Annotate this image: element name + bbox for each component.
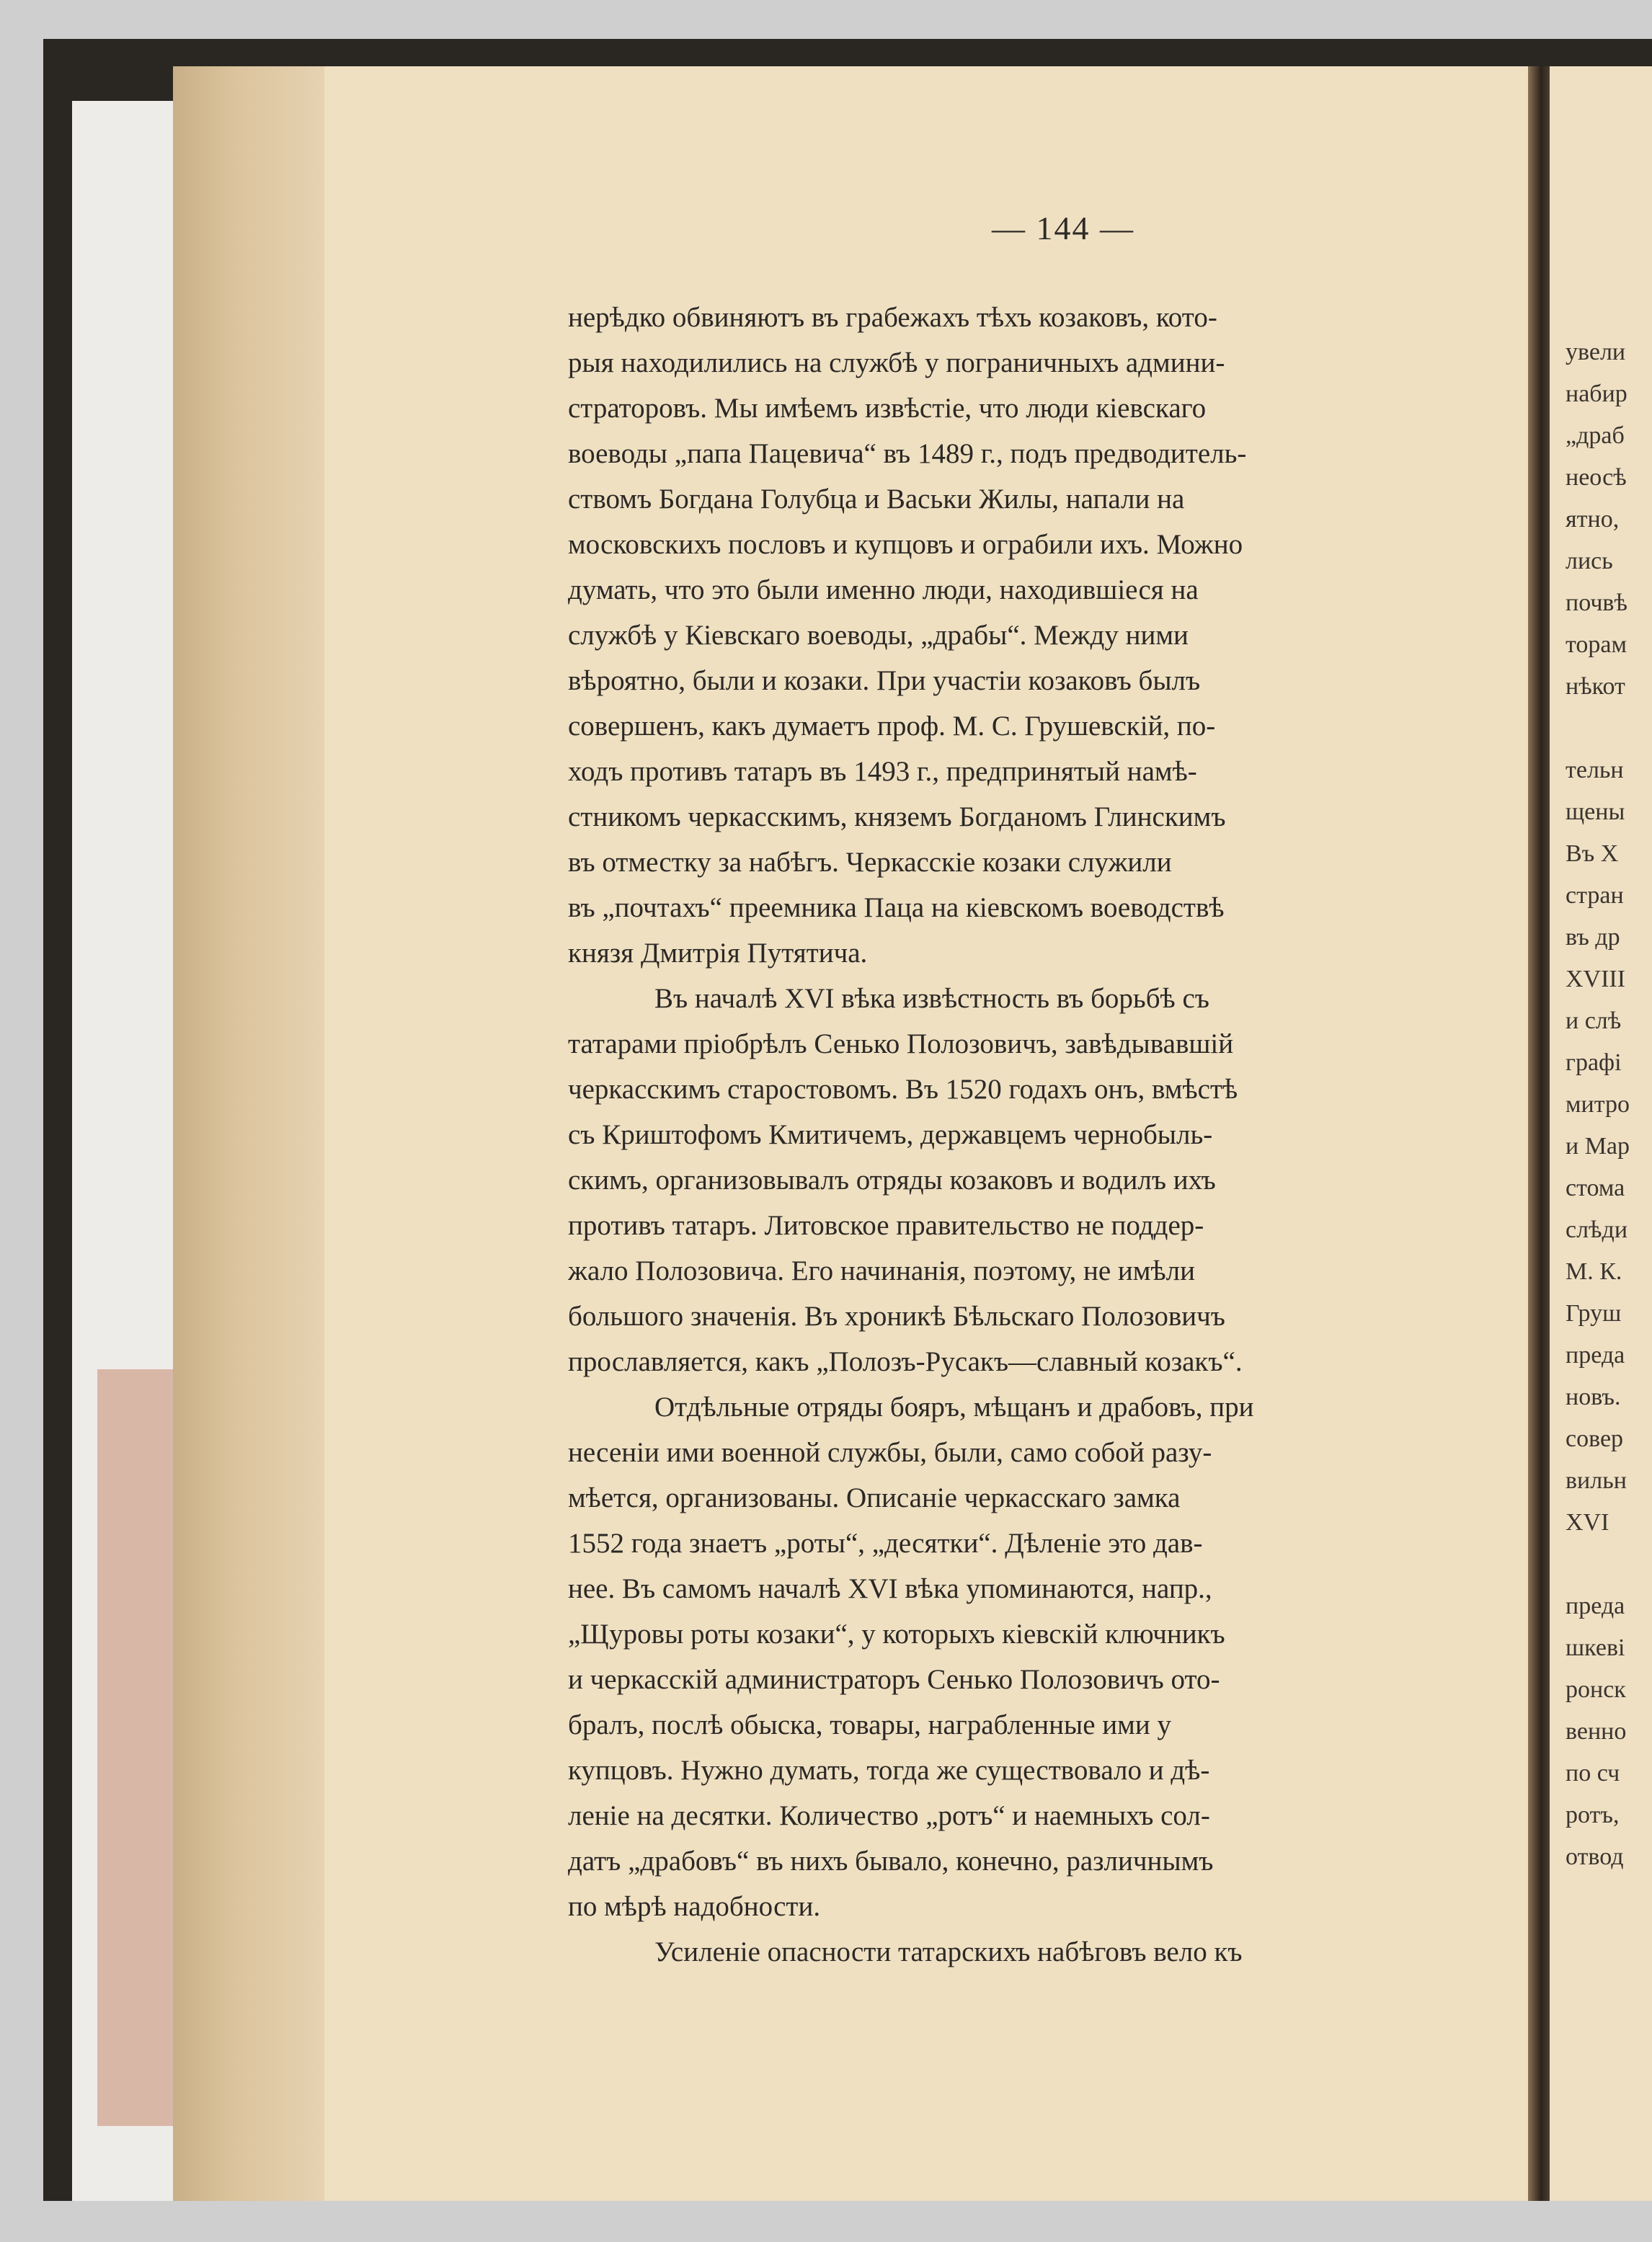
next-page-line: Груш <box>1566 1300 1622 1327</box>
book-gutter <box>1528 66 1550 2201</box>
text-line: стникомъ черкасскимъ, княземъ Богданомъ Глинскимъ <box>568 801 1226 832</box>
text-line: ходъ противъ татаръ въ 1493 г., предпринятый намѣ- <box>568 756 1197 787</box>
next-page-line: графі <box>1566 1049 1622 1076</box>
text-line: Въ началѣ XVI вѣка извѣстность въ борьбѣ съ <box>654 983 1209 1014</box>
text-line: противъ татаръ. Литовское правительство не поддер- <box>568 1210 1204 1241</box>
text-line: воеводы „папа Пацевича“ въ 1489 г., подъ предводитель- <box>568 438 1247 469</box>
page-edge-shading <box>173 66 324 2201</box>
text-line: въ отместку за набѣгъ. Черкасскіе козаки служили <box>568 847 1172 878</box>
next-page-line: увели <box>1566 339 1626 365</box>
text-line: думать, что это были именно люди, находившіеся на <box>568 574 1199 605</box>
next-page-line: ронск <box>1566 1676 1626 1703</box>
next-page-line: XVI <box>1566 1509 1609 1536</box>
text-line: несеніи ими военной службы, были, само собой разу- <box>568 1437 1212 1468</box>
next-page-line: преда <box>1566 1593 1625 1619</box>
next-page-line: преда <box>1566 1342 1625 1369</box>
text-line: нерѣдко обвиняютъ въ грабежахъ тѣхъ козаковъ, кото- <box>568 302 1217 333</box>
next-page-line: и слѣ <box>1566 1007 1622 1034</box>
text-line: датъ „драбовъ“ въ нихъ бывало, конечно, различнымъ <box>568 1846 1214 1877</box>
next-page-line: новъ. <box>1566 1384 1621 1410</box>
next-page-line: неосѣ <box>1566 464 1627 491</box>
next-page-line: стран <box>1566 882 1624 909</box>
next-page-line: XVIII <box>1566 966 1626 992</box>
page-number: — 144 — <box>992 210 1134 246</box>
next-page-line: по сч <box>1566 1760 1620 1787</box>
text-line: вѣроятно, были и козаки. При участіи козаковъ былъ <box>568 665 1201 696</box>
text-line: службѣ у Кіевскаго воеводы, „драбы“. Между ними <box>568 620 1189 651</box>
next-page-line: тельн <box>1566 757 1624 783</box>
text-line: совершенъ, какъ думаетъ проф. М. С. Грушевскій, по- <box>568 711 1216 742</box>
text-line: жало Полозовича. Его начинанія, поэтому, не имѣли <box>568 1255 1195 1286</box>
next-page-line: „драб <box>1566 422 1625 449</box>
next-page-line: Въ Х <box>1566 840 1619 867</box>
text-line: Отдѣльные отряды бояръ, мѣщанъ и драбовъ, при <box>654 1392 1254 1423</box>
next-page-line: торам <box>1566 631 1627 658</box>
text-line: ствомъ Богдана Голубца и Васьки Жилы, напали на <box>568 484 1185 515</box>
text-line: скимъ, организовывалъ отряды козаковъ и водилъ ихъ <box>568 1165 1216 1196</box>
paper-strip <box>97 1369 184 2126</box>
text-line: леніе на десятки. Количество „ротъ“ и наемныхъ сол- <box>568 1800 1210 1831</box>
next-page-line: совер <box>1566 1425 1624 1452</box>
next-page-line: почвѣ <box>1566 590 1627 616</box>
next-page-line: нѣкот <box>1566 673 1625 700</box>
text-line: страторовъ. Мы имѣемъ извѣстіе, что люди кіевскаго <box>568 393 1207 424</box>
next-page-line: шкеві <box>1566 1634 1625 1661</box>
text-line: рыя находилились на службѣ у пограничныхъ админи- <box>568 347 1225 378</box>
next-page-line: вильн <box>1566 1467 1627 1494</box>
text-line: 1552 года знаетъ „роты“, „десятки“. Дѣленіе это дав- <box>568 1528 1203 1559</box>
text-line: мѣется, организованы. Описаніе черкасскаго замка <box>568 1482 1181 1513</box>
next-page-line: стома <box>1566 1175 1625 1201</box>
text-line: въ „почтахъ“ преемника Паца на кіевскомъ воеводствѣ <box>568 892 1225 923</box>
text-line: нее. Въ самомъ началѣ XVI вѣка упоминаются, напр., <box>568 1573 1212 1604</box>
next-page-line <box>1566 1544 1652 1585</box>
text-line: князя Дмитрія Путятича. <box>568 938 868 969</box>
next-page-line: митро <box>1566 1091 1630 1118</box>
next-page-line: ятно, <box>1566 506 1620 533</box>
next-page-line: слѣди <box>1566 1216 1628 1243</box>
next-page-line: М. К. <box>1566 1258 1622 1285</box>
text-line: Усиленіе опасности татарскихъ набѣговъ вело къ <box>654 1936 1243 1967</box>
text-line: большого значенія. Въ хроникѣ Бѣльскаго Полозовичъ <box>568 1301 1225 1332</box>
main-text-block <box>568 297 1534 1976</box>
text-line: черкасскимъ старостовомъ. Въ 1520 годахъ онъ, вмѣстѣ <box>568 1074 1238 1105</box>
next-page-line: въ др <box>1566 924 1620 951</box>
text-line: прославляется, какъ „Полозъ-Русакъ—славный козакъ“. <box>568 1346 1243 1377</box>
text-line: татарами пріобрѣлъ Сенько Полозовичъ, завѣдывавшій <box>568 1028 1234 1059</box>
text-line: „Щуровы роты козаки“, у которыхъ кіевскій ключникъ <box>568 1619 1225 1650</box>
next-page-line: отвод <box>1566 1843 1624 1870</box>
text-line: и черкасскій администраторъ Сенько Полозовичъ ото- <box>568 1664 1220 1695</box>
next-page-line: щены <box>1566 799 1625 825</box>
next-page-line: и Мар <box>1566 1133 1630 1160</box>
next-page-line: ротъ, <box>1566 1802 1620 1828</box>
next-page-line <box>1566 708 1652 749</box>
text-line: бралъ, послѣ обыска, товары, награбленные ими у <box>568 1709 1171 1740</box>
next-page-line: венно <box>1566 1718 1627 1745</box>
next-page-line: набир <box>1566 381 1627 407</box>
text-line: купцовъ. Нужно думать, тогда же существовало и дѣ- <box>568 1755 1210 1786</box>
text-line: съ Криштофомъ Кмитичемъ, державцемъ чернобыль- <box>568 1119 1213 1150</box>
text-line: по мѣрѣ надобности. <box>568 1891 821 1922</box>
next-page-line: лись <box>1566 548 1613 574</box>
next-page-text <box>1566 332 1652 1878</box>
text-line: московскихъ пословъ и купцовъ и ограбили ихъ. Можно <box>568 529 1243 560</box>
